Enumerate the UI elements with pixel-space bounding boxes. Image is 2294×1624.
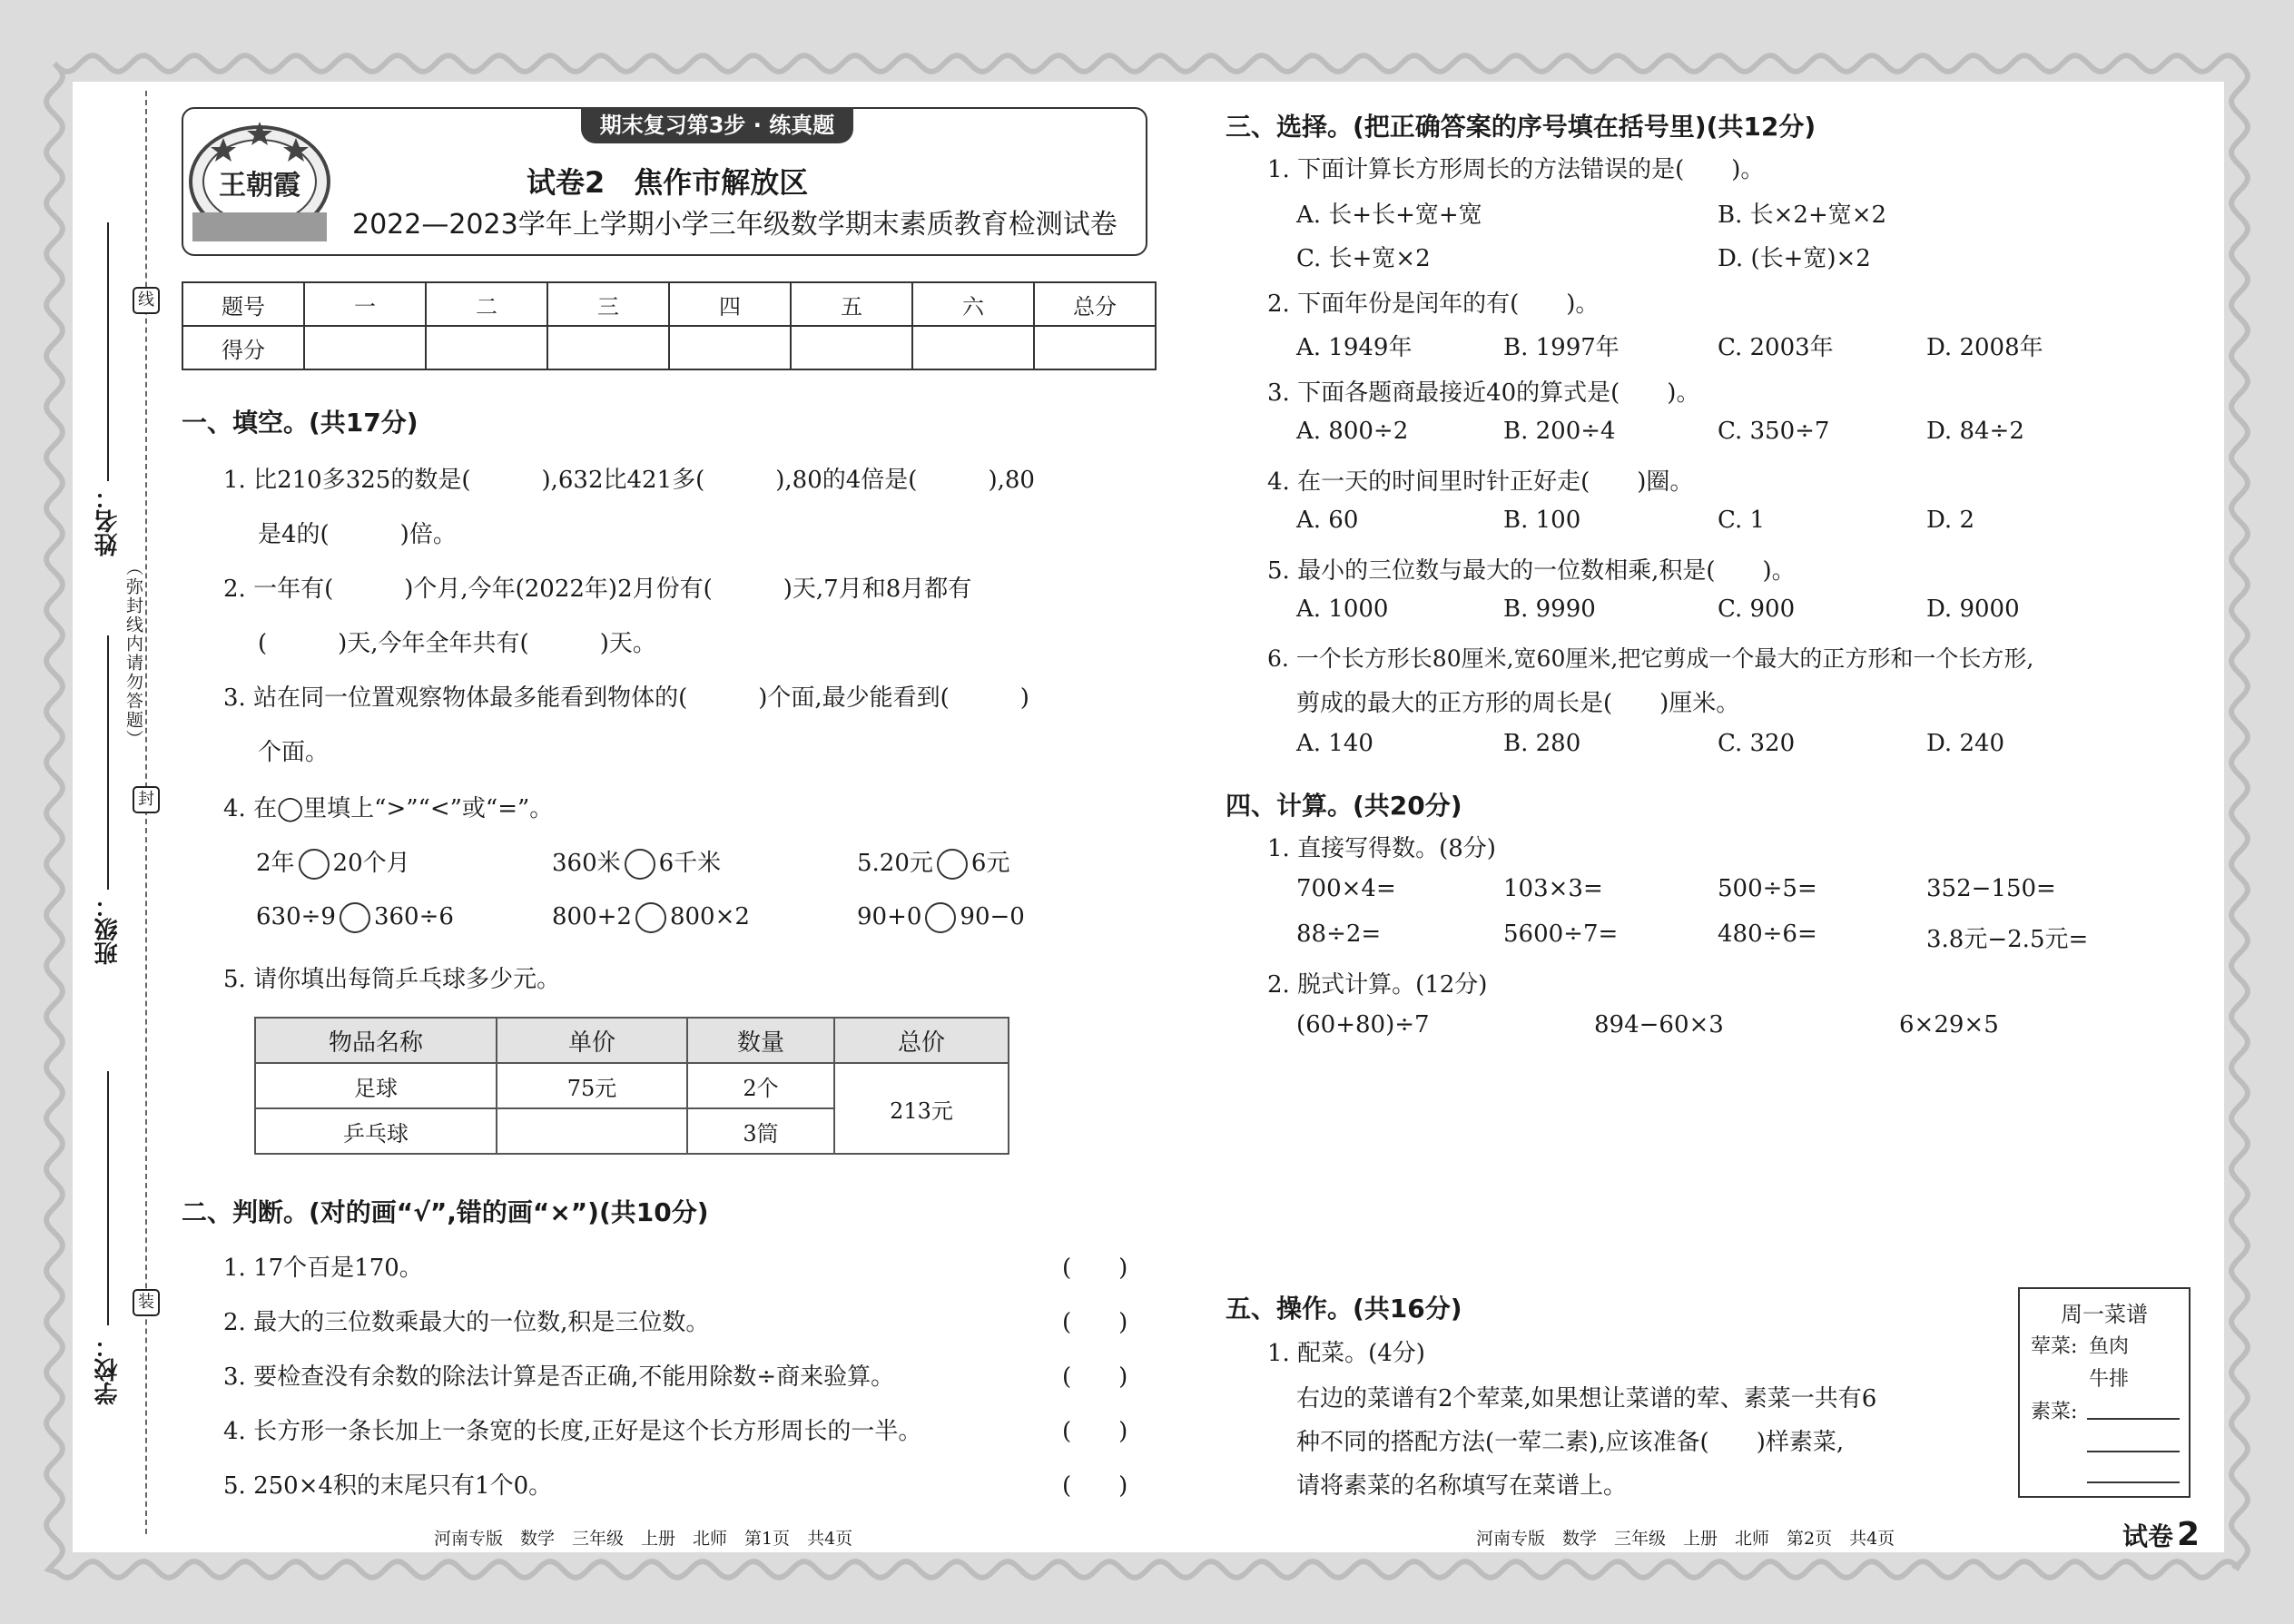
school-label: 学校： <box>94 1334 122 1405</box>
s3-q3-opt: A. 800÷2 <box>1296 418 1409 445</box>
compare-circle[interactable] <box>925 902 956 933</box>
s5-text-line: 右边的菜谱有2个荤菜,如果想让菜谱的荤、素菜一共有6 <box>1296 1385 1877 1412</box>
s3-q5-opt: C. 900 <box>1718 595 1796 623</box>
s1-q1-line2: 是4的( )倍。 <box>258 521 457 548</box>
s3-q5-opt: B. 9990 <box>1503 595 1596 623</box>
s1-q3-line1: 3. 站在同一位置观察物体最多能看到物体的( )个面,最少能看到( ) <box>223 684 1029 712</box>
paper-subtitle: 2022—2023学年上学期小学三年级数学期末素质教育检测试卷 <box>352 209 1117 241</box>
footer-left: 河南专版 数学 三年级 上册 北师 第1页 共4页 <box>434 1529 853 1549</box>
judge-answer-paren[interactable]: ( ) <box>1062 1472 1128 1500</box>
judge-answer-paren[interactable]: ( ) <box>1062 1418 1128 1445</box>
price-cell: 2个 <box>687 1063 834 1108</box>
menu-meat-item: 牛排 <box>2089 1368 2130 1391</box>
oral-calc: 88÷2= <box>1296 920 1382 948</box>
section2-title: 二、判断。(对的画“√”,错的画“×”)(共10分) <box>182 1197 709 1227</box>
compare-circle[interactable] <box>635 902 666 933</box>
section1-title: 一、填空。(共17分) <box>182 408 418 438</box>
s3-q2-opt: B. 1997年 <box>1503 334 1620 361</box>
price-cell: 75元 <box>497 1063 687 1108</box>
s3-q5-opt: D. 9000 <box>1926 595 2020 623</box>
s1-q1-line1: 1. 比210多325的数是( ),632比421多( ),80的4倍是( ),80 <box>223 467 1035 494</box>
compare-item: 5.20元 6元 <box>857 844 1009 880</box>
s5-text-line: 种不同的搭配方法(一荤二素),应该准备( )样素菜, <box>1296 1429 1845 1456</box>
s5-sub1: 1. 配菜。(4分) <box>1267 1340 1425 1367</box>
oral-calc: 500÷5= <box>1718 875 1817 902</box>
paper-title: 试卷2 焦作市解放区 <box>527 165 809 200</box>
s5-text-line: 请将素菜的名称填写在菜谱上。 <box>1296 1472 1628 1500</box>
score-input-cell[interactable] <box>791 326 912 369</box>
s3-q6-opt: A. 140 <box>1296 730 1373 757</box>
compare-circle[interactable] <box>625 849 655 880</box>
s3-q6-opt: C. 320 <box>1718 730 1796 757</box>
score-header-cell: 题号 <box>182 282 304 326</box>
score-header-cell: 二 <box>426 282 547 326</box>
s3-q6-opt: B. 280 <box>1503 730 1581 757</box>
s3-q3-opt: C. 350÷7 <box>1718 418 1830 445</box>
s3-q4-opt: C. 1 <box>1718 507 1766 534</box>
judge-item: 5. 250×4积的末尾只有1个0。 <box>223 1472 553 1500</box>
score-input-cell[interactable] <box>304 326 426 369</box>
judge-answer-paren[interactable]: ( ) <box>1062 1255 1128 1282</box>
s3-q2-opt: D. 2008年 <box>1926 334 2043 361</box>
s3-q6-line2: 剪成的最大的正方形的周长是( )厘米。 <box>1296 690 1740 717</box>
s3-q1-opt: D. (长+宽)×2 <box>1718 245 1871 272</box>
s3-q1-opt: C. 长+宽×2 <box>1296 245 1431 272</box>
menu-veg-blank[interactable] <box>2087 1481 2180 1483</box>
score-header-cell: 六 <box>912 282 1034 326</box>
section5-title: 五、操作。(共16分) <box>1226 1294 1462 1324</box>
price-header: 单价 <box>497 1018 687 1063</box>
s4-sub1: 1. 直接写得数。(8分) <box>1267 835 1496 862</box>
header-tag: 期末复习第3步 · 练真题 <box>581 107 853 143</box>
price-total-cell: 213元 <box>834 1063 1009 1154</box>
score-table <box>182 281 1157 370</box>
judge-item: 4. 长方形一条长加上一条宽的长度,正好是这个长方形周长的一半。 <box>223 1418 922 1445</box>
s3-q2-opt: A. 1949年 <box>1296 334 1413 361</box>
step-calc: 894−60×3 <box>1594 1011 1724 1038</box>
judge-answer-paren[interactable]: ( ) <box>1062 1363 1128 1391</box>
menu-card <box>2018 1287 2191 1498</box>
judge-answer-paren[interactable]: ( ) <box>1062 1309 1128 1336</box>
menu-veg-blank[interactable] <box>2087 1418 2180 1420</box>
s3-q1-opt: A. 长+长+宽+宽 <box>1296 202 1482 229</box>
class-label: 班级： <box>94 894 122 965</box>
oral-calc: 352−150= <box>1926 875 2056 902</box>
binding-mark-xian: 线 <box>133 287 160 314</box>
score-input-cell[interactable] <box>547 326 669 369</box>
menu-meat-label: 荤菜: <box>2031 1335 2078 1358</box>
oral-calc: 5600÷7= <box>1503 920 1619 948</box>
binding-mark-feng: 封 <box>133 786 160 813</box>
score-input-cell[interactable] <box>426 326 547 369</box>
price-table <box>254 1017 1009 1155</box>
compare-circle[interactable] <box>340 902 370 933</box>
price-answer-cell[interactable] <box>497 1108 687 1154</box>
s1-q2-line2: ( )天,今年全年共有( )天。 <box>258 630 656 657</box>
s3-q4-opt: D. 2 <box>1926 507 1974 534</box>
step-calc: (60+80)÷7 <box>1296 1011 1430 1038</box>
class-field[interactable] <box>107 635 109 890</box>
judge-item: 2. 最大的三位数乘最大的一位数,积是三位数。 <box>223 1309 710 1336</box>
s3-q5: 5. 最小的三位数与最大的一位数相乘,积是( )。 <box>1267 557 1796 585</box>
score-input-cell[interactable] <box>1034 326 1156 369</box>
price-cell: 3筒 <box>687 1108 834 1154</box>
compare-item: 2年 20个月 <box>256 844 410 880</box>
compare-item: 800+2 800×2 <box>552 902 750 933</box>
price-header: 数量 <box>687 1018 834 1063</box>
menu-veg-blank[interactable] <box>2087 1451 2180 1452</box>
s4-sub2: 2. 脱式计算。(12分) <box>1267 971 1488 999</box>
score-input-cell[interactable] <box>912 326 1034 369</box>
compare-circle[interactable] <box>937 849 968 880</box>
s1-q3-line2: 个面。 <box>258 739 330 766</box>
logo-emblem <box>185 111 334 247</box>
logo-text: 王朝霞 <box>219 170 300 202</box>
s1-q5: 5. 请你填出每筒乒乓球多少元。 <box>223 966 561 993</box>
section3-title: 三、选择。(把正确答案的序号填在括号里)(共12分) <box>1226 112 1816 142</box>
compare-item: 90+0 90−0 <box>857 902 1025 933</box>
compare-circle[interactable] <box>299 849 330 880</box>
s3-q4: 4. 在一天的时间里时针正好走( )圈。 <box>1267 468 1694 496</box>
menu-veg-label: 素菜: <box>2031 1401 2078 1423</box>
s3-q3-opt: B. 200÷4 <box>1503 418 1616 445</box>
menu-meat-item: 鱼肉 <box>2089 1335 2130 1358</box>
price-cell: 乒乓球 <box>255 1108 497 1154</box>
oral-calc: 700×4= <box>1296 875 1396 902</box>
oral-calc: 3.8元−2.5元= <box>1926 926 2089 953</box>
oral-calc: 103×3= <box>1503 875 1603 902</box>
binding-mark-zhuang: 装 <box>133 1289 160 1316</box>
score-header-cell: 四 <box>669 282 791 326</box>
s1-q2-line1: 2. 一年有( )个月,今年(2022年)2月份有( )天,7月和8月都有 <box>223 576 972 603</box>
s3-q5-opt: A. 1000 <box>1296 595 1389 623</box>
step-calc: 6×29×5 <box>1899 1011 1999 1038</box>
s3-q3: 3. 下面各题商最接近40的算式是( )。 <box>1267 379 1700 407</box>
name-field[interactable] <box>107 222 109 481</box>
s1-q4: 4. 在◯里填上“>”“<”或“=”。 <box>223 795 554 822</box>
price-cell: 足球 <box>255 1063 497 1108</box>
school-field[interactable] <box>107 1071 109 1325</box>
score-header-cell: 五 <box>791 282 912 326</box>
s3-q1: 1. 下面计算长方形周长的方法错误的是( )。 <box>1267 156 1765 183</box>
section4-title: 四、计算。(共20分) <box>1226 791 1462 821</box>
compare-item: 630÷9 360÷6 <box>256 902 454 933</box>
name-label: 姓名： <box>94 486 122 556</box>
score-input-cell[interactable] <box>669 326 791 369</box>
s3-q4-opt: B. 100 <box>1503 507 1581 534</box>
price-header: 物品名称 <box>255 1018 497 1063</box>
s3-q4-opt: A. 60 <box>1296 507 1359 534</box>
footer-right: 河南专版 数学 三年级 上册 北师 第2页 共4页 <box>1476 1529 1895 1549</box>
s3-q2: 2. 下面年份是闰年的有( )。 <box>1267 290 1600 318</box>
binding-note: （弥封线内请勿答题） <box>123 558 143 749</box>
score-header-cell: 总分 <box>1034 282 1156 326</box>
s3-q2-opt: C. 2003年 <box>1718 334 1834 361</box>
compare-item: 360米 6千米 <box>552 844 721 880</box>
s3-q6-line1: 6. 一个长方形长80厘米,宽60厘米,把它剪成一个最大的正方形和一个长方形, <box>1267 645 2034 672</box>
price-header: 总价 <box>834 1018 1009 1063</box>
s3-q3-opt: D. 84÷2 <box>1926 418 2024 445</box>
s3-q1-opt: B. 长×2+宽×2 <box>1718 202 1887 229</box>
oral-calc: 480÷6= <box>1718 920 1817 948</box>
s3-q6-opt: D. 240 <box>1926 730 2005 757</box>
judge-item: 1. 17个百是170。 <box>223 1255 423 1282</box>
judge-item: 3. 要检查没有余数的除法计算是否正确,不能用除数÷商来验算。 <box>223 1363 895 1391</box>
score-header-cell: 一 <box>304 282 426 326</box>
score-row-label: 得分 <box>182 326 304 369</box>
score-header-cell: 三 <box>547 282 669 326</box>
paper-badge: 试卷 2 <box>2122 1516 2200 1553</box>
menu-title: 周一菜谱 <box>2061 1302 2148 1327</box>
